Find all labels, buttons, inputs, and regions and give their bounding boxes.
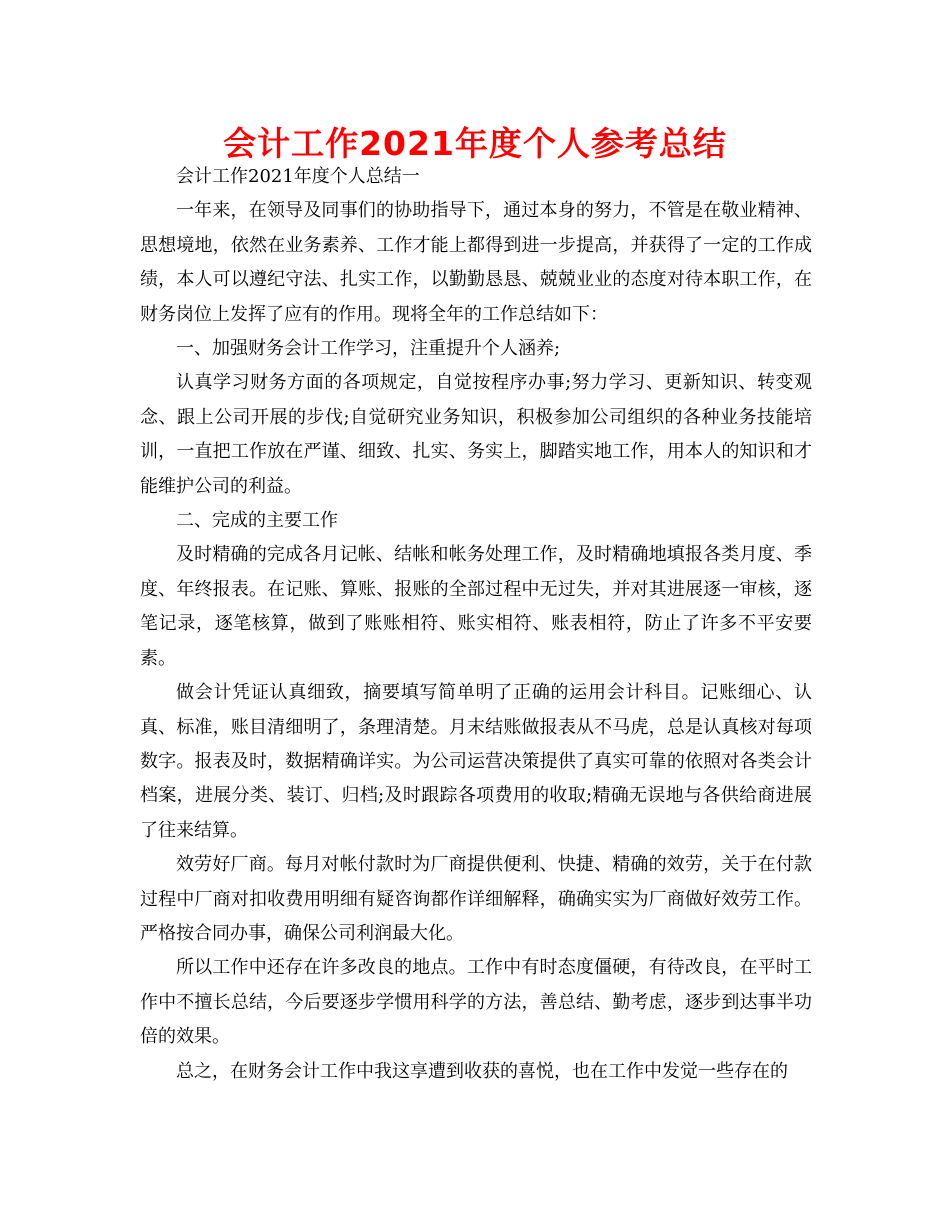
paragraph-conclusion: 总之，在财务会计工作中我这享遭到收获的喜悦，也在工作中发觉一些存在的 (176, 1060, 788, 1082)
paragraph-vendors: 效劳好厂商。每月对帐付款时为厂商提供便利、快捷、精确的效劳，关于在付款过程中厂商对扣收费用明细有疑咨询都作详细解释，确确实实为厂商做好效劳工作。严格按合同办事，确保公司利润最大化。 (140, 854, 812, 944)
document-body (140, 160, 812, 1089)
paragraph-study: 认真学习财务方面的各项规定，自觉按程序办事;努力学习、更新知识、转变观念、跟上公司开展的步伐;自觉研究业务知识，积极参加公司组织的各种业务技能培训，一直把工作放在严谨、细致、扎实、务实上，脚踏实地工作，用本人的知识和才能维护公司的利益。 (140, 372, 812, 497)
paragraph-intro: 一年来，在领导及同事们的协助指导下，通过本身的努力，不管是在敬业精神、思想境地，依然在业务素养、工作才能上都得到进一步提高，并获得了一定的工作成绩，本人可以遵纪守法、扎实工作，以勤勤恳恳、兢兢业业的态度对待本职工作，在财务岗位上发挥了应有的作用。现将全年的工作总结如下： (140, 200, 812, 325)
section-heading-2: 二、完成的主要工作 (176, 510, 338, 532)
document-title: 会计工作2021年度个人参考总结 (223, 124, 727, 163)
paragraph-subtitle: 会计工作2021年度个人总结一 (176, 166, 420, 187)
paragraph-bookkeeping: 及时精确的完成各月记帐、结帐和帐务处理工作，及时精确地填报各类月度、季度、年终报表。在记账、算账、报账的全部过程中无过失，并对其进展逐一审核，逐笔记录，逐笔核算，做到了账账相符、账实相符、账表相符，防止了许多不平安要素。 (140, 544, 812, 669)
paragraph-improvements: 所以工作中还存在许多改良的地点。工作中有时态度僵硬，有待改良，在平时工作中不擅长总结，今后要逐步学惯用科学的方法，善总结、勤考虑，逐步到达事半功倍的效果。 (140, 957, 812, 1048)
paragraph-vouchers: 做会计凭证认真细致，摘要填写简单明了正确的运用会计科目。记账细心、认真、标准，账目清细明了，条理清楚。月末结账做报表从不马虎，总是认真核对每项数字。报表及时，数据精确详实。为公司运营决策提供了真实可靠的依照对各类会计档案，进展分类、装订、归档;及时跟踪各项费用的收取;精确无误地与各供给商进展了往来结算。 (140, 682, 812, 841)
section-heading-1: 一、加强财务会计工作学习，注重提升个人涵养; (176, 338, 561, 360)
